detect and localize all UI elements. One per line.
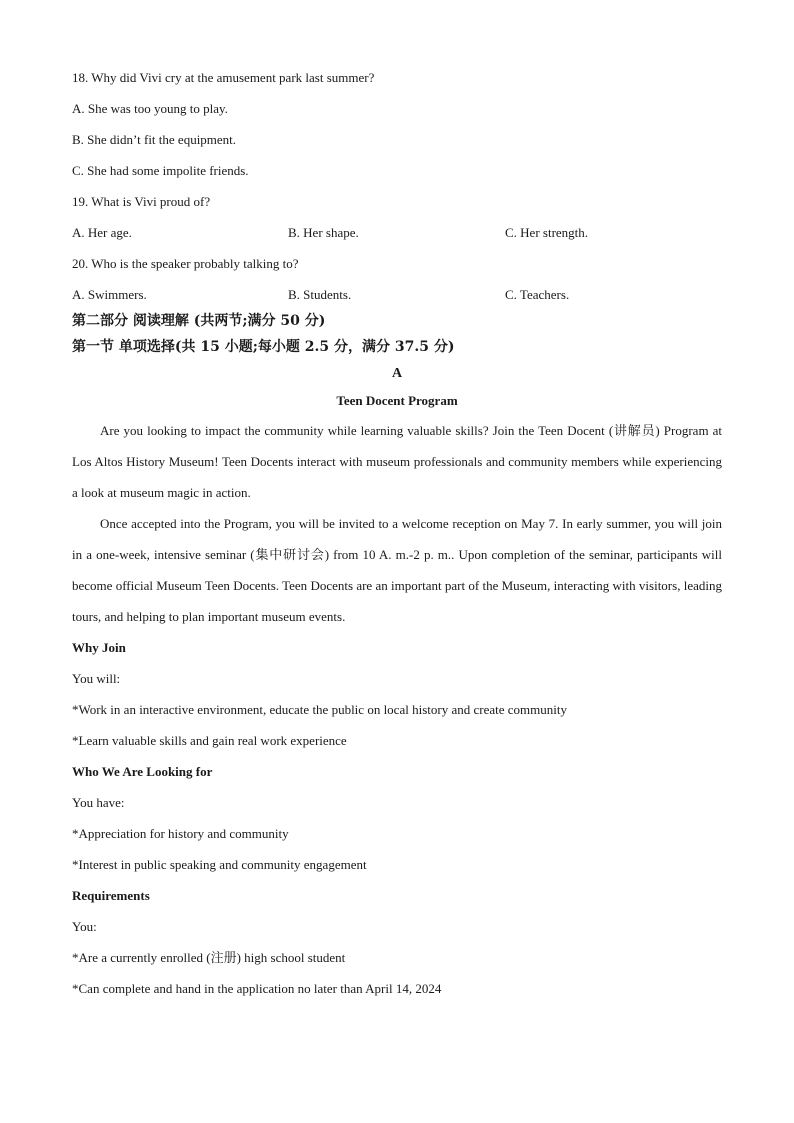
part2-heading: 第二部分 阅读理解 (共两节;满分 50 分) [72,313,326,329]
section1-heading: 第一节 单项选择(共 15 小题;每小题 2.5 分，满分 37.5 分) [72,339,455,355]
question-20: 20. Who is the speaker probably talking to? [72,256,299,271]
passage-title: Teen Docent Program [336,393,458,408]
q18-option-b: B. She didn’t fit the equipment. [72,132,237,147]
question-18: 18. Why did Vivi cry at the amusement park last summer? [72,70,375,85]
why-join-item-1: *Work in an interactive environment, educate the public on local history and create community [72,702,567,717]
q19-option-a: A. Her age. [72,225,132,240]
requirements-item-2: *Can complete and hand in the application no later than April 14, 2024 [72,981,442,996]
q20-option-c: C. Teachers. [505,287,570,302]
q19-options [72,217,722,248]
document-page [72,62,722,1004]
q20-options [72,279,722,302]
requirements-heading: Requirements [72,888,150,903]
requirements-item-1: *Are a currently enrolled (注册) high school student [72,950,346,965]
q20-option-a: A. Swimmers. [72,287,147,302]
who-item-1: *Appreciation for history and community [72,826,289,841]
requirements-intro: You: [72,919,97,934]
passage-letter: A [391,366,403,381]
why-join-intro: You will: [72,671,121,686]
who-item-2: *Interest in public speaking and community engagement [72,857,367,872]
q19-option-c: C. Her strength. [505,225,589,240]
who-intro: You have: [72,795,125,810]
paragraph-1: Are you looking to impact the community while learning valuable skills? Join the Teen Docent (讲解员) Program at Los Altos History Museum! Teen Docents interact with museum professionals and community members while experiencing a look at museum magic in action. [72,423,722,500]
why-join-heading: Why Join [72,640,126,655]
question-19: 19. What is Vivi proud of? [72,194,211,209]
q18-option-a: A. She was too young to play. [72,101,228,116]
who-heading: Who We Are Looking for [72,764,213,779]
why-join-item-2: *Learn valuable skills and gain real work experience [72,733,347,748]
q19-option-b: B. Her shape. [288,225,359,240]
q20-option-b: B. Students. [288,287,352,302]
q18-option-c: C. She had some impolite friends. [72,163,249,178]
paragraph-2: Once accepted into the Program, you will be invited to a welcome reception on May 7. In early summer, you will join in a one-week, intensive seminar (集中研讨会) from 10 A. m.-2 p. m.. Upon completion of the seminar, participants will become official Museum Teen Docents. Teen Docents are an important part of the Museum, interacting with visitors, leading tours, and helping to plan important museum events. [72,516,722,624]
